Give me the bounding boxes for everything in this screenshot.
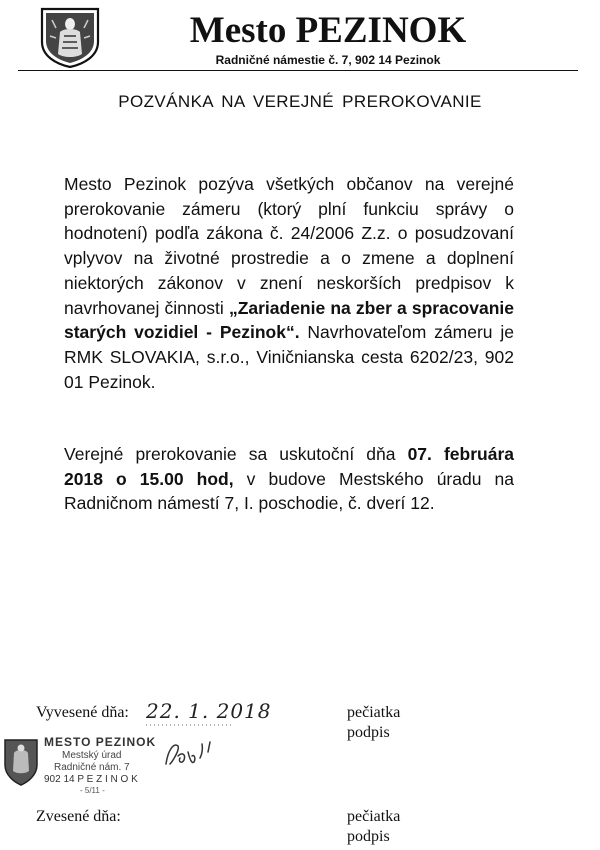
posted-date-dots-icon	[146, 722, 236, 728]
city-address: Radničné námestie č. 7, 902 14 Pezinok	[215, 53, 441, 67]
handwritten-signature-icon	[162, 738, 222, 770]
stamp-line-4: 902 14 P E Z I N O K	[44, 774, 138, 785]
stamp-line-2: Mestský úrad	[62, 750, 122, 761]
stamp-label-removed: pečiatka	[347, 808, 401, 825]
meeting-location: v budove Mestského úradu na Radničnom námestí 7, I. poschodie, č. dverí 12.	[64, 468, 514, 514]
sign-label-removed: podpis	[347, 828, 390, 845]
stamp-line-3: Radničné nám. 7	[54, 762, 130, 773]
meeting-intro: Verejné prerokovanie sa uskutoční dňa	[64, 444, 408, 464]
meeting-paragraph	[64, 442, 514, 516]
posted-date-handwritten: 22. 1. 2018	[146, 699, 272, 723]
meeting-datetime: 07. februára 2018 o 15.00 hod,	[64, 444, 515, 489]
posted-label: Vyvesené dňa:	[36, 704, 129, 721]
proposer-text: Navrhovateľom zámeru je RMK SLOVAKIA, s.r.o., Viničnianska cesta 6202/23, 902 01 Pezinok.	[64, 322, 514, 392]
stamp-line-5: - 5/11 -	[80, 786, 105, 795]
project-name: „Zariadenie na zber a spracovanie starých vozidiel - Pezinok“.	[64, 297, 514, 343]
removed-label: Zvesené dňa:	[36, 808, 121, 825]
document-title: POZVÁNKA NA VEREJNÉ PREROKOVANIE	[118, 92, 482, 111]
city-coat-of-arms-icon	[38, 6, 102, 68]
stamp-line-1: MESTO PEZINOK	[44, 735, 157, 749]
city-title: Mesto PEZINOK	[189, 10, 467, 51]
sign-label-posted: podpis	[347, 724, 390, 741]
header-divider	[18, 70, 578, 71]
invitation-paragraph	[64, 172, 514, 394]
stamp-coat-icon	[2, 737, 40, 787]
stamp-label-posted: pečiatka	[347, 704, 401, 721]
official-stamp	[2, 733, 162, 801]
invitation-text: Mesto Pezinok pozýva všetkých občanov na verejné prerokovanie zámeru (ktorý plní funkciu správy o hodnotení) podľa zákona č. 24/2006 Z.z. o posudzovaní vplyvov na životné prostredie a o zmene a doplnení niektorých zákonov v znení neskorších predpisov k navrhovanej činnosti	[64, 174, 514, 318]
